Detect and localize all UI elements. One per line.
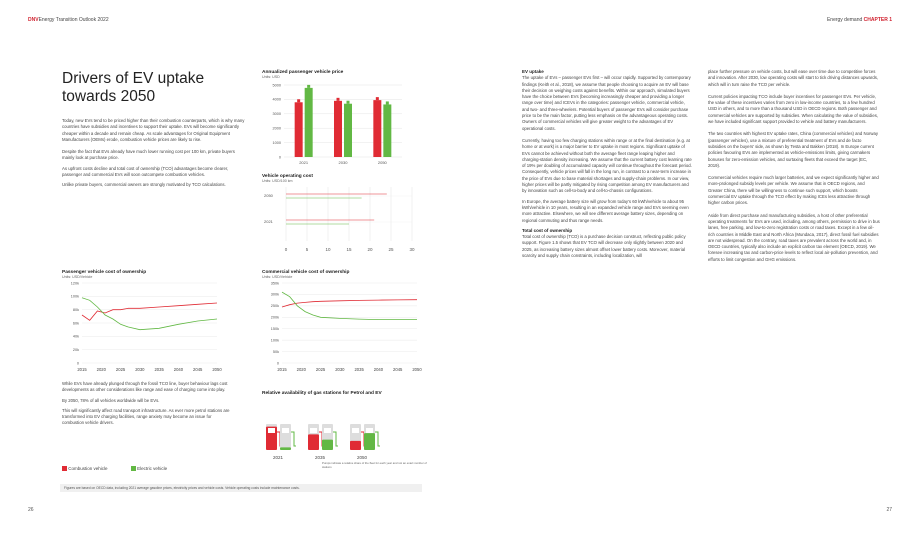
price-bar-electric-cap	[347, 101, 350, 104]
right-column-2: place further pressure on vehicle costs, but will ease over time due to competitive forces and innovation. After 2030, low operating costs will start to tick driving distances upwards, which will in turn raise the TCO per vehicle. Current policies impacting TCO include buyer incentives for passenger EVs. Per vehicle, the value of these incentives varies from zero in low-income countries, to a few hundred USD in others, and to more than a thousand USD in OECD regions. Both passenger and commercial vehicles are supported by subsidies. When calculating the value of subsidies, we have included significant support provided to vehicle and battery manufacturers. The two countries with highest EV uptake rates, China (commercial vehicles) and Norway (passenger vehicles), use a mixture of preferential treatment of EVs and de facto subsidies on the buyers' side, as shown by Testa and Bakken (2018). In Europe current policies favouring EVs are implemented as vehicle-emissions limits, giving carmakers bonuses for zero-emission vehicles, and surtaxing fleets that exceed the target (EC, 2019). Commercial vehicles require much larger batteries, and we expect significantly higher and more-prolonged subsidy levels per vehicle. We assume that in OECD regions, and Greater China, there will be willingness to continue such support, which boosts commercial EV uptake through the TCO effect by making ICEs less attractive through higher carbon prices. Aside from direct purchase and manufacturing subsidies, a host of other preferential operating treatments for EVs are used, including, among others, permission to drive in bus lanes, free parking, and low-to-zero registration costs or road taxes. Except in a few oil-rich countries in Middle East and North Africa (Mundaca, 2017), direct fossil fuel subsidies are not widespread. On the contrary, road taxes are prevalent across the world and, in OECD countries, typically also include an explicit carbon tax element (OECD, 2019). We foresee increasing tax and carbon-price levels to reflect local air-pollution prevention, and efforts to limit congestion and GHG emissions.	[708, 69, 880, 262]
commercial-tco-chart	[262, 270, 422, 384]
right-column-1: EV uptake The uptake of EVs – passenger EVs first – will occur rapidly. Supported by contemporary findings (Keith et al., 2018), we assume that people choosing to acquire an EV will base their decision on weighing costs against benefits. Within our approach, simulated buyers have the choice between EVs (becoming increasingly cheaper and providing a longer range over time) and ICEVs in the categories: passenger vehicle, commercial vehicle, and two- and three-wheelers. Potential buyers of passenger EVs will consider purchase price to be the main factor, putting less emphasis on the advantageous operating costs. Owners of commercial vehicles will give greater weight to the advantages of EV operational costs. Currently, having too few charging stations within range or at the final destination (e.g. at home or at work) is a major barrier to EV uptake in most regions. Significant uptake of EVs cannot be achieved without both the average fleet range leaping higher and charging-station density increasing. We assume that the current battery cost learning rate of 19% per doubling of accumulated capacity will continue throughout the forecast period. Consequently, vehicle prices will fall in the long run, in contrast to a near-term increase in the price of EVs due to base material shortages and supply-chain problems. In our view, higher prices will be partly mitigated by rising competition among EV manufacturers and by innovation such as cell-to-body and cell-to-chassis configurations. In Europe, the average battery size will grow from today's 60 kWh/vehicle to about 95 kWh/vehicle in 10 years, resulting in an expanded vehicle range and EVs seeming even more attractive. Elsewhere, we will see different average battery sizes, depending on regional commuting and thus range needs. Total cost of ownership Total cost of ownership (TCO) is a purchase decision construct, reflecting public policy support. Figure 1.5 shows that EV TCO will decrease only slightly between 2020 and 2025, as increasing battery sizes almost offset lower battery costs. Moreover, material scarcity and supply chain constraints, including localization, will	[522, 69, 692, 259]
ctco-xtick: 2025	[315, 367, 326, 372]
page-number-left: 26	[28, 507, 34, 513]
ptco-ytick: 80k	[72, 307, 79, 312]
ptco-units: Units: USD/Vehicle	[62, 275, 93, 279]
legend-swatch-combustion	[62, 466, 67, 471]
legend-electric: Electric vehicle	[137, 466, 168, 471]
intro-text: Today, new EVs tend to be priced higher than their combustion counterparts, which is why many countries have subsidies and incentives to support their uptake. EVs will become significantly cheaper within a decade and remain cheap. As scale advantages for Original Equipment Manufacturers (OEMs) erode, combustion vehicle prices are likely to rise. Despite the fact that EVs already have much lower running cost per 100 km, private buyers mainly look at purchase price. As upfront costs decline and total cost of ownership (TCO) advantages become clearer, passenger and commercial EVs will soon outcompete combustion vehicles. Unlike private buyers, commercial owners are strongly motivated by TCO calculations.	[62, 118, 245, 188]
chapter-label: CHAPTER 1	[863, 17, 892, 23]
price-ytick: 5000	[272, 83, 281, 88]
price-bar-electric	[383, 104, 391, 157]
ctco-title: Commercial vehicle cost of ownership	[262, 270, 350, 275]
opcost-row-label: 2021	[264, 219, 273, 224]
opcost-chart	[262, 174, 422, 268]
ctco-xtick: 2040	[373, 367, 384, 372]
opcost-xtick: 5	[305, 247, 309, 252]
report-title: Energy Transition Outlook 2022	[38, 17, 109, 23]
ctco-xtick: 2015	[277, 367, 287, 372]
ptco-xtick: 2025	[115, 367, 126, 372]
ctco-xtick: 2045	[393, 367, 403, 372]
price-chart	[262, 70, 412, 176]
pump-electric-hose	[375, 432, 380, 446]
pump-combustion-fill	[350, 441, 361, 450]
stations-note: Pumps indicate a relative share of the fleet for each year and not an exact number of stations	[322, 461, 427, 469]
page-title: Drivers of EV uptake towards 2050	[62, 70, 205, 105]
ptco-xtick: 2030	[135, 367, 145, 372]
price-bar-combustion-cap	[376, 97, 379, 100]
price-chart-title: Annualized passenger vehicle price	[262, 70, 344, 75]
pump-combustion-window	[352, 428, 359, 433]
opcost-xtick: 20	[367, 247, 373, 252]
stations-title: Relative availability of gas stations for Petrol and EV	[262, 391, 382, 396]
pump-electric-hose	[291, 432, 296, 446]
ptco-ytick: 40k	[72, 334, 79, 339]
pump-combustion-window	[310, 428, 317, 433]
ptco-line-electric	[82, 298, 217, 330]
price-ytick: 0	[278, 155, 281, 160]
price-bar-electric	[305, 88, 313, 157]
left-running-header	[28, 17, 109, 23]
pump-electric-fill	[280, 447, 291, 450]
opcost-bar-combustion	[286, 219, 374, 221]
price-bar-combustion-cap	[297, 99, 300, 102]
pump-electric-hose	[333, 432, 338, 446]
ptco-xtick: 2015	[77, 367, 87, 372]
right-running-header: Energy demand CHAPTER 1	[826, 17, 892, 23]
stations-year: 2021	[272, 455, 284, 460]
legend	[62, 466, 167, 471]
opcost-chart-title: Vehicle operating cost	[262, 174, 313, 179]
ptco-ytick: 20k	[72, 347, 79, 352]
opcost-row-label: 2050	[264, 193, 273, 198]
price-bar-electric-cap	[386, 101, 389, 104]
price-bar-electric	[344, 104, 352, 157]
legend-swatch-electric	[131, 466, 136, 471]
opcost-bar-combustion	[286, 193, 387, 195]
ctco-ytick: 100k	[270, 338, 279, 343]
stations-chart	[262, 391, 432, 476]
price-bar-combustion	[295, 102, 303, 157]
ctco-ytick: 200k	[270, 315, 279, 320]
price-bar-combustion	[373, 100, 381, 157]
pump-electric-body	[280, 424, 291, 450]
price-chart-units: Units: USD	[262, 75, 280, 79]
ctco-ytick: 50k	[272, 349, 279, 354]
opcost-chart-units: Units: USD/100 km	[262, 179, 293, 183]
pump-electric-fill	[322, 440, 333, 450]
ctco-xtick: 2035	[354, 367, 364, 372]
pump-electric-fill	[364, 433, 375, 450]
opcost-chart-svg	[262, 183, 422, 263]
opcost-xtick: 30	[409, 247, 415, 252]
price-bar-combustion	[334, 101, 342, 157]
ctco-ytick: 300k	[270, 292, 279, 297]
stations-year: 2035	[314, 455, 326, 460]
ptco-xtick: 2035	[154, 367, 164, 372]
stations-year: 2050	[356, 455, 368, 460]
ptco-title: Passenger vehicle cost of ownership	[62, 270, 147, 275]
passenger-tco-chart	[62, 270, 222, 384]
ctco-ytick: 150k	[270, 327, 279, 332]
ctco-xtick: 2050	[412, 367, 422, 372]
price-xtick: 2050	[377, 160, 387, 165]
ptco-ytick: 100k	[70, 294, 79, 299]
right-page	[460, 0, 920, 540]
price-ytick: 3000	[272, 112, 281, 117]
pump-combustion-window	[268, 428, 275, 433]
price-xtick: 2021	[299, 160, 309, 165]
ptco-xtick: 2040	[173, 367, 184, 372]
pump-combustion-fill	[308, 434, 319, 450]
ctco-units: Units: USD/Vehicle	[262, 275, 293, 279]
opcost-bar-electric	[286, 197, 362, 199]
price-bar-combustion-cap	[337, 98, 340, 101]
ptco-ytick: 0	[76, 361, 79, 366]
ctco-ytick: 350k	[270, 281, 279, 286]
opcost-bar-electric	[286, 223, 349, 225]
pump-electric-window	[366, 428, 373, 433]
opcost-xtick: 15	[346, 247, 352, 252]
ctco-xtick: 2030	[335, 367, 345, 372]
price-ytick: 1000	[272, 140, 281, 145]
pump-electric-window	[324, 428, 331, 433]
stations-svg	[262, 396, 432, 471]
ptco-ytick: 120k	[70, 281, 79, 286]
lower-text: While EVs have already plunged through the fossil TCO line, buyer behaviour lags cost developments as other considerations like range and ease of charging come into play. By 2050, 78% of all vehicles worldwide will be EVs. This will significantly affect road transport infrastructure. As ever more petrol stations are transformed into EV charging facilities, range anxiety may become an issue for combustion vehicle drivers.	[62, 381, 230, 426]
price-chart-svg	[262, 79, 412, 171]
price-bar-electric-cap	[307, 85, 310, 88]
ptco-xtick: 2020	[96, 367, 106, 372]
price-xtick: 2030	[338, 160, 348, 165]
legend-combustion: Combustion vehicle	[68, 466, 108, 471]
ptco-chart-svg	[62, 279, 222, 379]
page-number-right: 27	[886, 507, 892, 513]
ptco-ytick: 60k	[72, 321, 79, 326]
ctco-ytick: 250k	[270, 304, 279, 309]
price-ytick: 4000	[272, 97, 281, 102]
price-ytick: 2000	[272, 126, 281, 131]
opcost-xtick: 25	[388, 247, 394, 252]
pump-electric-window	[282, 428, 289, 433]
opcost-xtick: 10	[325, 247, 331, 252]
ptco-xtick: 2050	[212, 367, 222, 372]
figure-footnote: Figures are based on OECD data, including 2021 average gasoline prices, electricity prices and vehicle costs. Vehicle operating costs include maintenance costs.	[60, 484, 422, 492]
ctco-ytick: 0	[276, 361, 279, 366]
ptco-xtick: 2045	[193, 367, 203, 372]
ctco-xtick: 2020	[296, 367, 306, 372]
brand-logo: DNV	[28, 17, 39, 23]
opcost-xtick: 0	[284, 247, 288, 252]
ctco-chart-svg	[262, 279, 422, 379]
